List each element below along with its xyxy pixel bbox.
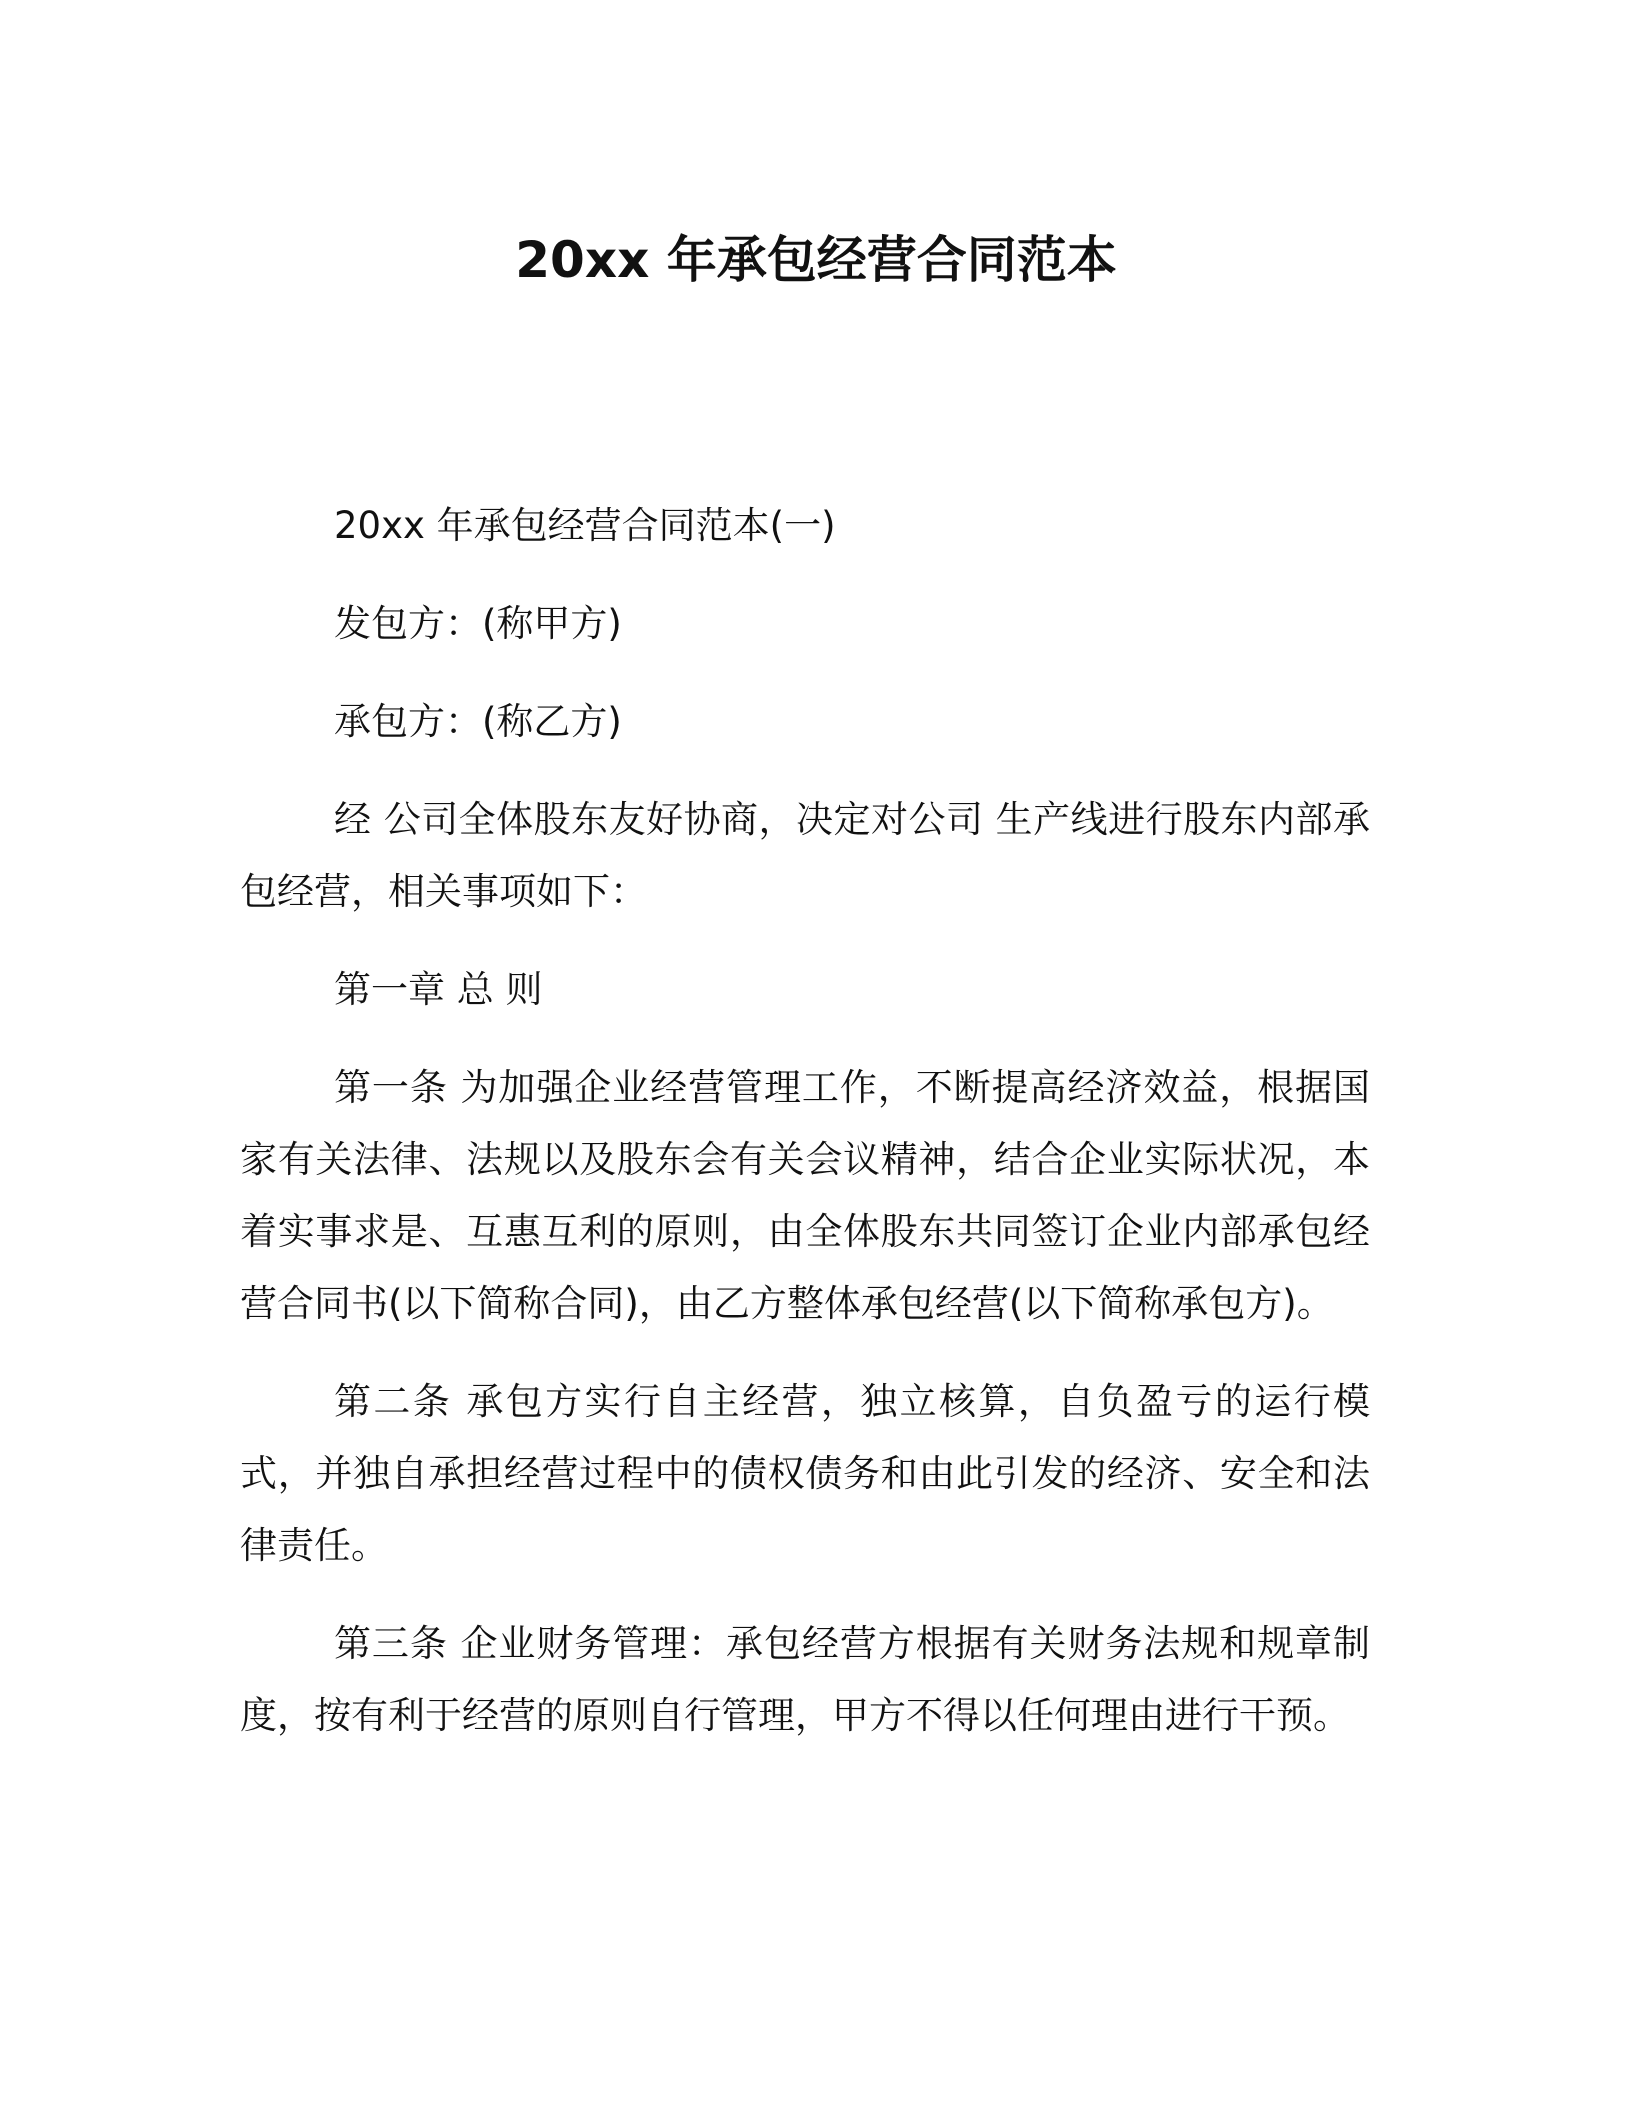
chapter-heading: 第一章 总 则 — [334, 968, 543, 1011]
paragraph-intro: 经 公司全体股东友好协商，决定对公司 生产线进行股东内部承包经营，相关事项如下： — [240, 798, 1370, 913]
paragraph-party-a: 发包方：(称甲方) — [334, 602, 622, 645]
article-1: 第一条 为加强企业经营管理工作，不断提高经济效益，根据国家有关法律、法规以及股东会有关会议精神，结合企业实际状况，本着实事求是、互惠互利的原则，由全体股东共同签订企业内部承包经营合同书(以下简称合同)，由乙方整体承包经营(以下简称承包方)。 — [240, 1066, 1370, 1325]
paragraph-subtitle: 20xx 年承包经营合同范本(一) — [334, 504, 836, 547]
document-body — [240, 490, 1370, 1778]
document-title: 20xx 年承包经营合同范本 — [515, 231, 1117, 289]
paragraph-party-b: 承包方：(称乙方) — [334, 700, 622, 743]
article-3: 第三条 企业财务管理：承包经营方根据有关财务法规和规章制度，按有利于经营的原则自行管理，甲方不得以任何理由进行干预。 — [240, 1622, 1370, 1737]
article-2: 第二条 承包方实行自主经营，独立核算，自负盈亏的运行模式，并独自承担经营过程中的债权债务和由此引发的经济、安全和法律责任。 — [240, 1380, 1370, 1567]
